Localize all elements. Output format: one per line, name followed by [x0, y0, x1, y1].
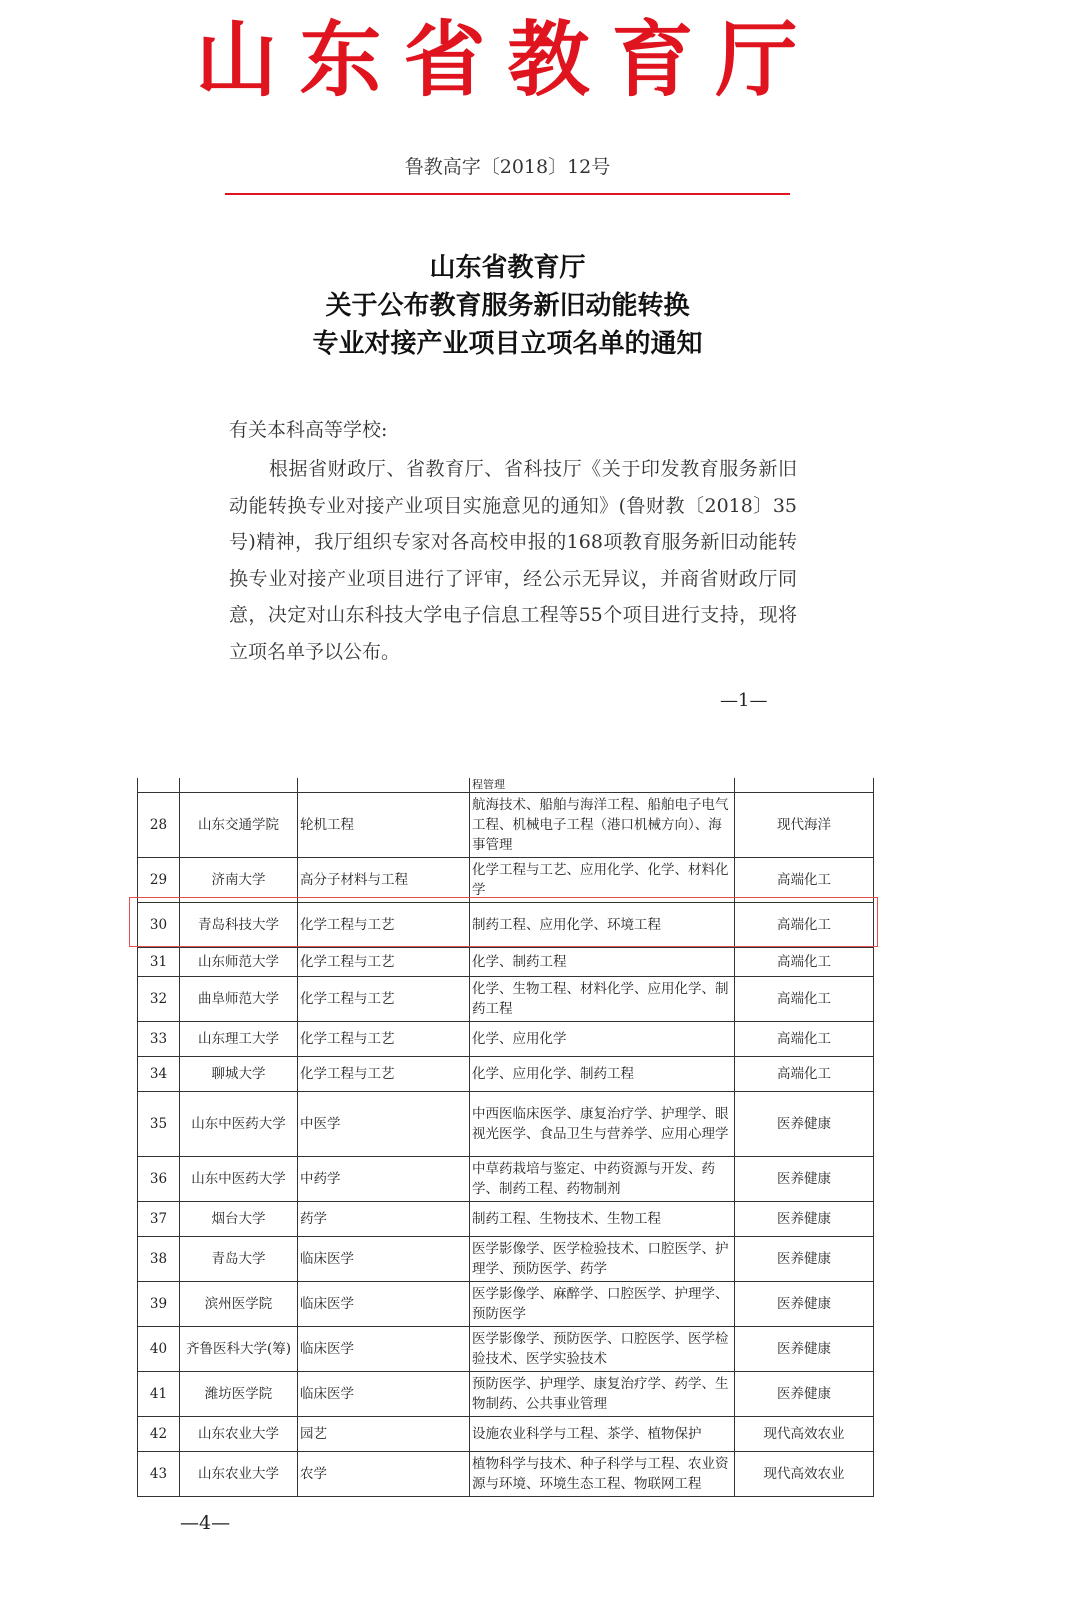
table-row-cutoff — [138, 778, 874, 793]
row-number: 42 — [138, 1417, 180, 1452]
project-table — [137, 778, 873, 1497]
industry-field-cell: 医养健康 — [735, 1157, 874, 1202]
university-cell: 齐鲁医科大学(筹) — [180, 1327, 298, 1372]
table-row — [138, 1202, 874, 1237]
industry-field-cell: 医养健康 — [735, 1327, 874, 1372]
notice-title-line: 山东省教育厅 — [429, 253, 586, 283]
major-cell: 临床医学 — [298, 1372, 470, 1417]
industry-field-cell: 医养健康 — [735, 1282, 874, 1327]
industry-field-cell: 高端化工 — [735, 1022, 874, 1057]
industry-field-cell: 医养健康 — [735, 1202, 874, 1237]
page-number: —1— — [720, 690, 768, 711]
industry-field-cell: 高端化工 — [735, 948, 874, 977]
row-number: 38 — [138, 1237, 180, 1282]
university-cell: 山东交通学院 — [180, 793, 298, 858]
row-number: 36 — [138, 1157, 180, 1202]
notice-title-line: 关于公布教育服务新旧动能转换 — [325, 291, 690, 321]
related-majors-cell: 医学影像学、预防医学、口腔医学、医学检验技术、医学实验技术 — [470, 1327, 735, 1372]
major-cell: 临床医学 — [298, 1237, 470, 1282]
table-row — [138, 903, 874, 948]
related-majors-cell: 化学、制药工程 — [470, 948, 735, 977]
row-number: 32 — [138, 977, 180, 1022]
letterhead-divider — [225, 193, 790, 195]
major-cell: 中医学 — [298, 1092, 470, 1157]
major-cell: 化学工程与工艺 — [298, 1022, 470, 1057]
related-majors-cell: 植物科学与技术、种子科学与工程、农业资源与环境、环境生态工程、物联网工程 — [470, 1452, 735, 1497]
row-number: 37 — [138, 1202, 180, 1237]
agency-letterhead: 山东省教育厅 — [195, 12, 820, 108]
major-cell: 园艺 — [298, 1417, 470, 1452]
major-cell: 轮机工程 — [298, 793, 470, 858]
university-cell: 烟台大学 — [180, 1202, 298, 1237]
table-row — [138, 1237, 874, 1282]
row-number: 29 — [138, 858, 180, 903]
table-row — [138, 793, 874, 858]
university-cell: 济南大学 — [180, 858, 298, 903]
related-majors-cell: 中草药栽培与鉴定、中药资源与开发、药学、制药工程、药物制剂 — [470, 1157, 735, 1202]
related-majors-cell: 化学、应用化学 — [470, 1022, 735, 1057]
university-cell: 青岛科技大学 — [180, 903, 298, 948]
major-cell: 中药学 — [298, 1157, 470, 1202]
university-cell: 山东中医药大学 — [180, 1092, 298, 1157]
table-row — [138, 1327, 874, 1372]
major-cell: 临床医学 — [298, 1327, 470, 1372]
industry-field-cell: 高端化工 — [735, 858, 874, 903]
university-cell: 山东中医药大学 — [180, 1157, 298, 1202]
table-row — [138, 858, 874, 903]
related-majors-cell: 中西医临床医学、康复治疗学、护理学、眼视光医学、食品卫生与营养学、应用心理学 — [470, 1092, 735, 1157]
university-cell: 青岛大学 — [180, 1237, 298, 1282]
table-row — [138, 1417, 874, 1452]
row-number: 39 — [138, 1282, 180, 1327]
row-number: 33 — [138, 1022, 180, 1057]
related-majors-cell: 制药工程、生物技术、生物工程 — [470, 1202, 735, 1237]
related-majors-cell: 预防医学、护理学、康复治疗学、药学、生物制药、公共事业管理 — [470, 1372, 735, 1417]
row-number: 30 — [138, 903, 180, 948]
related-majors-cell: 航海技术、船舶与海洋工程、船舶电子电气工程、机械电子工程（港口机械方向）、海事管理 — [470, 793, 735, 858]
related-majors-cell: 制药工程、应用化学、环境工程 — [470, 903, 735, 948]
row-number: 28 — [138, 793, 180, 858]
university-cell: 山东农业大学 — [180, 1452, 298, 1497]
row-number: 31 — [138, 948, 180, 977]
major-cell: 化学工程与工艺 — [298, 1057, 470, 1092]
notice-title — [0, 249, 1015, 363]
university-cell: 山东理工大学 — [180, 1022, 298, 1057]
row-number: 40 — [138, 1327, 180, 1372]
row-number: 41 — [138, 1372, 180, 1417]
university-cell: 曲阜师范大学 — [180, 977, 298, 1022]
addressee: 有关本科高等学校: — [229, 419, 388, 441]
major-cell: 化学工程与工艺 — [298, 948, 470, 977]
table-row — [138, 1092, 874, 1157]
related-majors-cell: 医学影像学、麻醉学、口腔医学、护理学、预防医学 — [470, 1282, 735, 1327]
industry-field-cell: 医养健康 — [735, 1372, 874, 1417]
major-cell: 化学工程与工艺 — [298, 903, 470, 948]
table-row — [138, 1372, 874, 1417]
row-number: 35 — [138, 1092, 180, 1157]
major-cell: 药学 — [298, 1202, 470, 1237]
industry-field-cell: 医养健康 — [735, 1092, 874, 1157]
major-cell: 高分子材料与工程 — [298, 858, 470, 903]
table-row — [138, 1022, 874, 1057]
major-cell: 化学工程与工艺 — [298, 977, 470, 1022]
notice-body: 根据省财政厅、省教育厅、省科技厅《关于印发教育服务新旧动能转换专业对接产业项目实施意见的通知》(鲁财教〔2018〕35号)精神，我厅组织专家对各高校申报的168项教育服务新旧动能转换专业对接产业项目进行了评审，经公示无异议，并商省财政厅同意，决定对山东科技大学电子信息工程等55个项目进行支持，现将立项名单予以公布。 — [229, 458, 797, 663]
university-cell: 山东师范大学 — [180, 948, 298, 977]
row-number: 34 — [138, 1057, 180, 1092]
industry-field-cell: 现代海洋 — [735, 793, 874, 858]
table-row — [138, 1157, 874, 1202]
related-majors-cell: 医学影像学、医学检验技术、口腔医学、护理学、预防医学、药学 — [470, 1237, 735, 1282]
industry-field-cell: 医养健康 — [735, 1237, 874, 1282]
major-cell: 临床医学 — [298, 1282, 470, 1327]
university-cell: 山东农业大学 — [180, 1417, 298, 1452]
row-number: 43 — [138, 1452, 180, 1497]
table-row — [138, 1282, 874, 1327]
industry-field-cell: 高端化工 — [735, 1057, 874, 1092]
table-row — [138, 1057, 874, 1092]
related-majors-cell: 化学工程与工艺、应用化学、化学、材料化学 — [470, 858, 735, 903]
university-cell: 聊城大学 — [180, 1057, 298, 1092]
related-majors-cell: 化学、生物工程、材料化学、应用化学、制药工程 — [470, 977, 735, 1022]
industry-field-cell: 高端化工 — [735, 903, 874, 948]
table-row — [138, 948, 874, 977]
cutoff-text: 程管理 — [470, 778, 735, 793]
university-cell: 滨州医学院 — [180, 1282, 298, 1327]
document-number: 鲁教高字〔2018〕12号 — [404, 156, 611, 178]
notice-title-line: 专业对接产业项目立项名单的通知 — [312, 329, 703, 359]
industry-field-cell: 现代高效农业 — [735, 1417, 874, 1452]
major-cell: 农学 — [298, 1452, 470, 1497]
related-majors-cell: 设施农业科学与工程、茶学、植物保护 — [470, 1417, 735, 1452]
table-row — [138, 977, 874, 1022]
related-majors-cell: 化学、应用化学、制药工程 — [470, 1057, 735, 1092]
page-number: —4— — [180, 1512, 231, 1534]
university-cell: 潍坊医学院 — [180, 1372, 298, 1417]
table-row — [138, 1452, 874, 1497]
industry-field-cell: 高端化工 — [735, 977, 874, 1022]
industry-field-cell: 现代高效农业 — [735, 1452, 874, 1497]
